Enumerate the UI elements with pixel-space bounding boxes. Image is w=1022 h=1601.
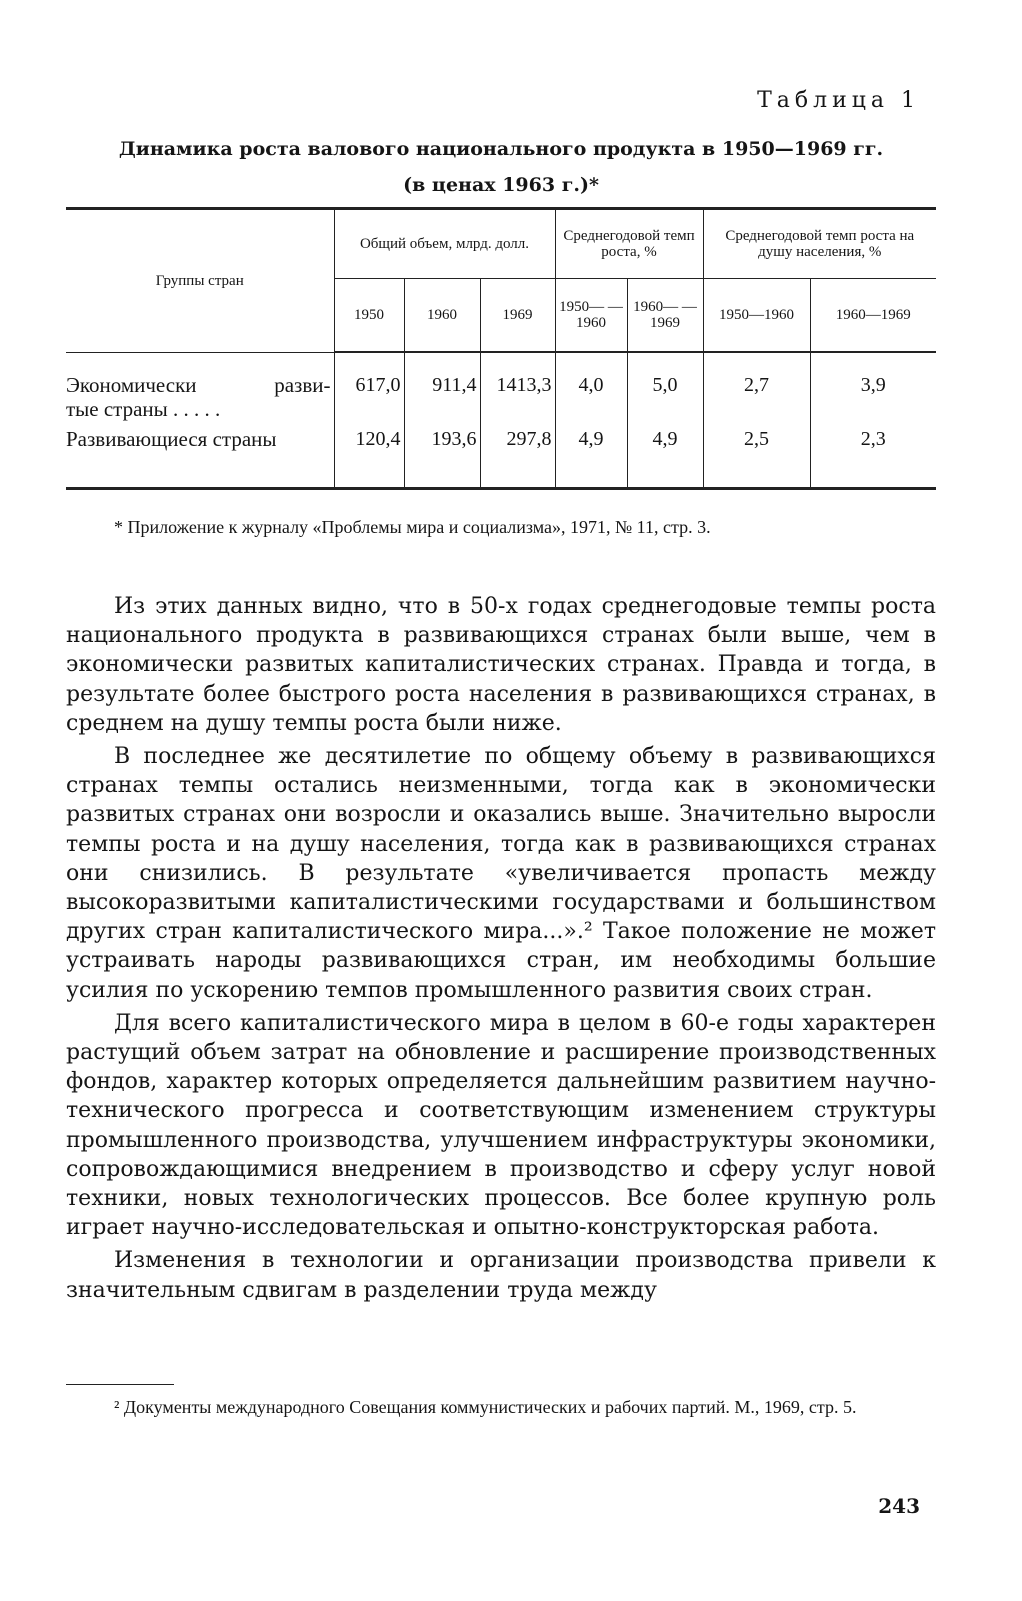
table-number: Таблица 1 <box>757 88 920 113</box>
cell-value: 4,9 <box>555 423 627 489</box>
page-footnote: ² Документы международного Совещания коммунистических и рабочих партий. М., 1969, стр. 5. <box>114 1397 857 1417</box>
cell-value: 4,9 <box>627 423 703 489</box>
cell-value: 911,4 <box>404 352 480 423</box>
header-per-capita-period: 1950—1960 <box>703 279 810 353</box>
paragraph: Изменения в технологии и организации производства привели к значительным сдвигам в разделении труда между <box>66 1248 936 1303</box>
cell-value: 2,5 <box>703 423 810 489</box>
body-text <box>66 592 936 1309</box>
cell-value: 4,0 <box>555 352 627 423</box>
paragraph: Для всего капиталистического мира в целом в 60-е годы характерен растущий объем затрат на обновление и расширение производственных фондов, характер которых определяется дальнейшим развитием научно-технического прогресса и соответствующим изменением структуры промышленного производства, улучшением инфраструктуры экономики, сопровождающимися внедрением в производство и сферу услуг новой техники, новых технологических процессов. Все более крупную роль играет научно-исследовательская и опытно-конструкторская работа. <box>66 1010 936 1241</box>
row-label-line: Экономически разви- <box>66 372 331 397</box>
header-avg-growth: Среднегодовой темп роста, % <box>555 209 703 279</box>
footnote-divider <box>66 1384 174 1385</box>
cell-value: 617,0 <box>334 352 404 423</box>
header-year: 1950 <box>334 279 404 353</box>
header-period: 1950— —1960 <box>555 279 627 353</box>
row-label-line: тые страны . . . . . <box>66 396 221 421</box>
header-year: 1969 <box>480 279 555 353</box>
cell-value: 5,0 <box>627 352 703 423</box>
header-per-capita-growth: Среднегодовой темп роста на душу населения, % <box>703 209 936 279</box>
header-period: 1960— —1969 <box>627 279 703 353</box>
cell-value: 2,7 <box>703 352 810 423</box>
gnp-growth-table <box>66 207 936 490</box>
cell-value: 297,8 <box>480 423 555 489</box>
header-country-groups: Группы стран <box>66 209 334 353</box>
page-number: 243 <box>878 1494 920 1518</box>
cell-value: 3,9 <box>810 352 936 423</box>
header-year: 1960 <box>404 279 480 353</box>
header-per-capita-period: 1960—1969 <box>810 279 936 353</box>
paragraph: В последнее же десятилетие по общему объему в развивающихся странах темпы остались неизменными, тогда как в экономически развитых странах они возросли и оказались выше. Значительно выросли темпы роста и на душу населения, тогда как в развивающихся странах они снизились. В результате «увеличивается пропасть между высокоразвитыми капиталистическими государствами и большинством других стран капиталистического мира...».² Такое положение не может устраивать народы развивающихся стран, им необходимы большие усилия по ускорению темпов промышленного развития своих стран. <box>66 744 936 1003</box>
paragraph: Из этих данных видно, что в 50-х годах среднегодовые темпы роста национального продукта в развивающихся странах были выше, чем в экономически развитых капиталистических странах. Правда и тогда, в результате более быстрого роста населения в развивающихся странах, в среднем на душу темпы роста были ниже. <box>66 594 936 736</box>
cell-value: 120,4 <box>334 423 404 489</box>
table-row <box>66 352 936 423</box>
row-label-line: Развивающиеся страны <box>66 427 277 451</box>
row-label <box>66 423 334 489</box>
cell-value: 1413,3 <box>480 352 555 423</box>
cell-value: 2,3 <box>810 423 936 489</box>
cell-value: 193,6 <box>404 423 480 489</box>
table-title: Динамика роста валового национального продукта в 1950—1969 гг. <box>118 138 884 160</box>
table-footnote: * Приложение к журналу «Проблемы мира и социализма», 1971, № 11, стр. 3. <box>114 517 711 537</box>
row-label <box>66 352 334 423</box>
table-subtitle: (в ценах 1963 г.)* <box>403 174 599 196</box>
header-total-volume: Общий объем, млрд. долл. <box>334 209 555 279</box>
table-row <box>66 423 936 489</box>
